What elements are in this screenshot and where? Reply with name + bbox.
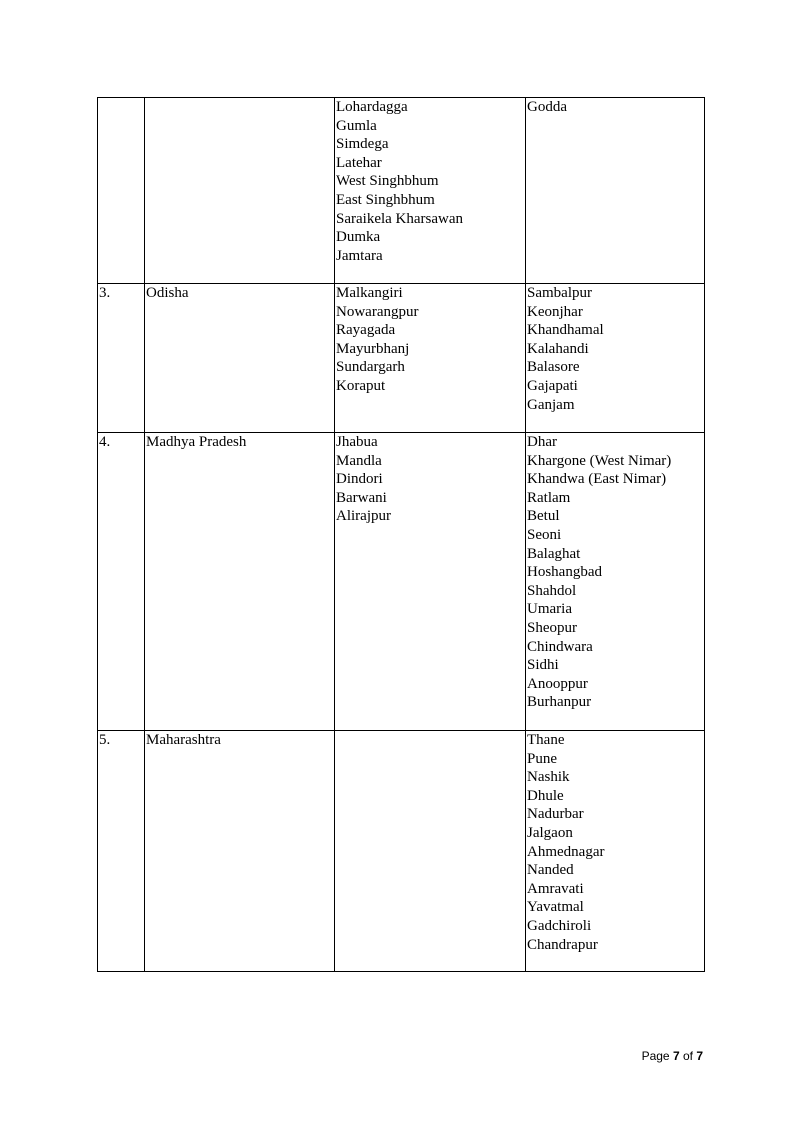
district-name: Mandla [336, 452, 382, 469]
district-name: Sundargarh [336, 359, 405, 376]
district-list-b-cell [526, 433, 705, 731]
districts-table [97, 97, 705, 972]
district-name: Chandrapur [527, 936, 598, 953]
serial-number-cell [98, 98, 145, 284]
district-name: Hoshangbad [527, 564, 602, 581]
district-name: Mayurbhanj [336, 340, 410, 357]
district-name: Nanded [527, 862, 574, 879]
district-name: Khandwa (East Nimar) [527, 471, 667, 488]
district-name: Rayagada [336, 322, 396, 339]
district-name: Saraikela Kharsawan [336, 210, 464, 227]
district-name: Sidhi [527, 657, 559, 674]
serial-number-cell: 3. [98, 284, 145, 433]
district-name: East Singhbhum [336, 191, 435, 208]
serial-number-cell: 5. [98, 731, 145, 972]
district-list-a-cell [335, 284, 526, 433]
district-name: Dumka [336, 229, 381, 246]
district-name: Godda [527, 99, 567, 115]
district-name: Betul [527, 508, 560, 525]
state-cell [145, 98, 335, 284]
district-name: Sheopur [527, 619, 577, 636]
table-row [98, 731, 705, 972]
district-name: Nashik [527, 769, 570, 786]
district-name: Seoni [527, 526, 562, 543]
district-name: Balasore [527, 359, 580, 376]
district-name: Shahdol [527, 582, 577, 599]
district-name: Nowarangpur [336, 303, 419, 320]
district-name: Dhule [527, 787, 564, 804]
district-name: Jhabua [336, 434, 378, 450]
district-name: Jalgaon [527, 824, 573, 841]
district-name: Gadchiroli [527, 917, 592, 934]
district-list-a-cell [335, 433, 526, 731]
district-name: Umaria [527, 601, 572, 618]
table-row [98, 433, 705, 731]
table-row [98, 98, 705, 284]
district-name: Malkangiri [336, 285, 403, 301]
district-name: Sambalpur [527, 285, 592, 301]
footer-prefix: Page [641, 1049, 673, 1063]
district-name: Latehar [336, 154, 382, 171]
district-name: Pune [527, 750, 557, 767]
district-name: Gajapati [527, 377, 578, 394]
state-cell: Maharashtra [145, 731, 335, 972]
table-row [98, 284, 705, 433]
district-list-b-cell [526, 284, 705, 433]
district-name: Dindori [336, 471, 383, 488]
district-name: Keonjhar [527, 303, 583, 320]
district-name: Dhar [527, 434, 557, 450]
state-cell: Odisha [145, 284, 335, 433]
footer-current-page: 7 [672, 1049, 680, 1063]
district-name: Ahmednagar [527, 843, 605, 860]
district-name: Kalahandi [527, 340, 589, 357]
serial-number-cell: 4. [98, 433, 145, 731]
district-name: West Singhbhum [336, 173, 439, 190]
footer-of: of [679, 1049, 697, 1063]
district-list-b-cell [526, 98, 705, 284]
district-list-b-cell [526, 731, 705, 972]
district-list-a-cell [335, 98, 526, 284]
district-name: Khargone (West Nimar) [527, 452, 672, 469]
district-name: Gumla [336, 117, 377, 134]
district-name: Ganjam [527, 396, 575, 413]
district-name: Yavatmal [527, 899, 584, 916]
district-name: Koraput [336, 377, 386, 394]
district-name: Khandhamal [527, 322, 604, 339]
district-name: Lohardagga [336, 99, 408, 115]
district-name: Thane [527, 732, 565, 748]
district-list-a-cell [335, 731, 526, 972]
state-cell: Madhya Pradesh [145, 433, 335, 731]
district-name: Anooppur [527, 675, 588, 692]
district-name: Jamtara [336, 247, 383, 264]
district-name: Simdega [336, 136, 389, 153]
district-name: Ratlam [527, 489, 571, 506]
footer-total-pages: 7 [696, 1049, 703, 1063]
district-name: Burhanpur [527, 694, 592, 711]
district-name: Nadurbar [527, 806, 584, 823]
district-name: Balaghat [527, 545, 581, 562]
district-name: Amravati [527, 880, 584, 897]
district-name: Chindwara [527, 638, 593, 655]
district-name: Alirajpur [336, 508, 391, 525]
page-footer [642, 1049, 703, 1063]
district-name: Barwani [336, 489, 387, 506]
